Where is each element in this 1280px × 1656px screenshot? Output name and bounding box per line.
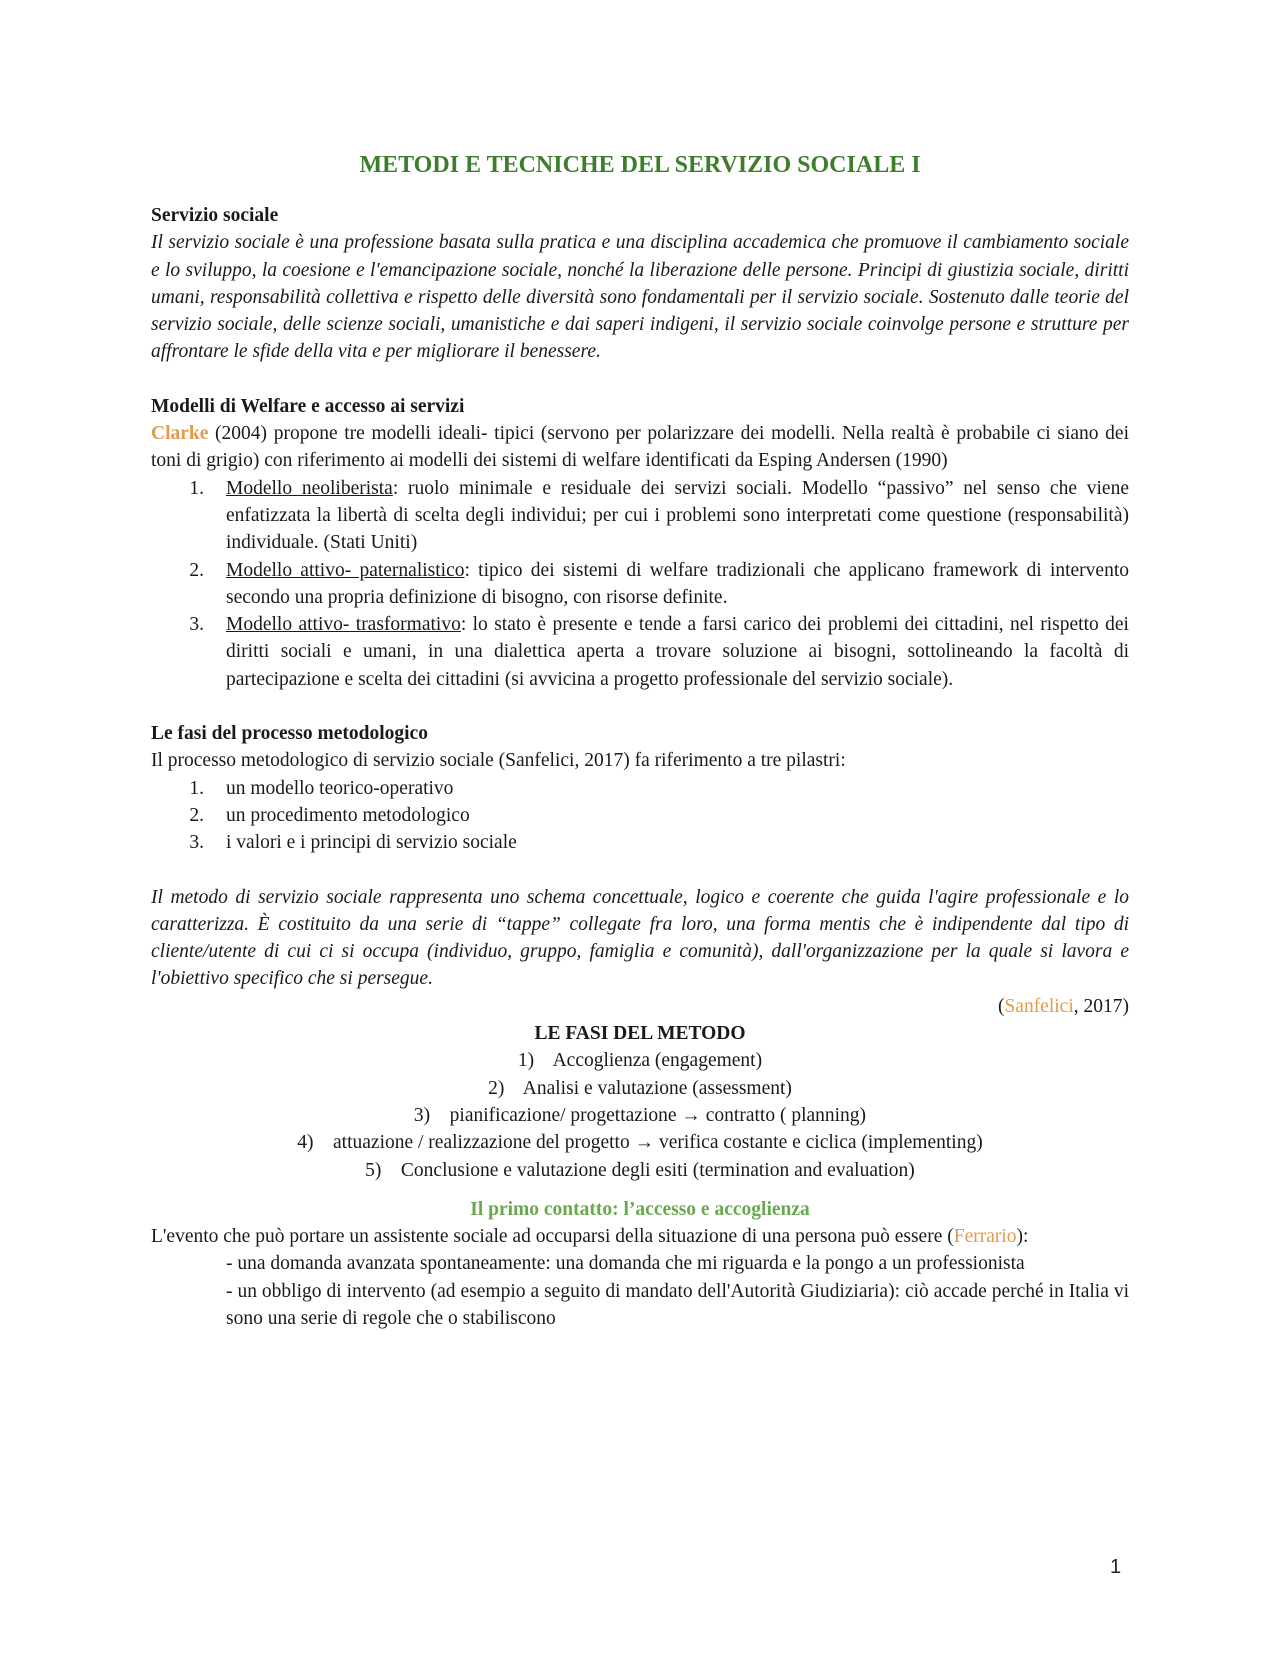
list-text: un modello teorico-operativo bbox=[226, 777, 454, 799]
author-reference-clarke: Clarke bbox=[151, 423, 209, 445]
citation-author: Sanfelici bbox=[1004, 995, 1074, 1017]
list-item bbox=[151, 557, 1129, 612]
list-text: un procedimento metodologico bbox=[226, 804, 470, 826]
list-item: - una domanda avanzata spontaneamente: una domanda che mi riguarda e la pongo a un professionista bbox=[226, 1253, 1025, 1275]
phase-item bbox=[151, 1129, 1129, 1156]
phase-number: 2) bbox=[488, 1077, 505, 1099]
welfare-intro-paragraph bbox=[151, 420, 1129, 475]
model-term: Modello attivo- trasformativo bbox=[226, 614, 461, 636]
list-item bbox=[151, 475, 1129, 557]
process-intro: Il processo metodologico di servizio sociale (Sanfelici, 2017) fa riferimento a tre pilastri: bbox=[151, 750, 846, 772]
welfare-models-list bbox=[151, 475, 1129, 693]
phase-text: Conclusione e valutazione degli esiti (termination and evaluation) bbox=[400, 1159, 915, 1181]
phase-text: Accoglienza (engagement) bbox=[552, 1050, 763, 1072]
section-heading-first-contact: Il primo contatto: l’accesso e accoglienza bbox=[470, 1198, 810, 1220]
phase-item bbox=[151, 1102, 1129, 1129]
section-heading-methodological-process: Le fasi del processo metodologico bbox=[151, 723, 428, 745]
phases-heading: LE FASI DEL METODO bbox=[534, 1023, 746, 1045]
model-term: Modello attivo- paternalistico bbox=[226, 559, 465, 581]
phase-item bbox=[151, 1075, 1129, 1102]
section-heading-welfare-models: Modelli di Welfare e accesso ai servizi bbox=[151, 395, 465, 417]
document-page bbox=[151, 150, 1129, 1332]
phase-item bbox=[151, 1157, 1129, 1184]
phase-text: Analisi e valutazione (assessment) bbox=[522, 1077, 792, 1099]
phase-item bbox=[151, 1047, 1129, 1074]
list-number: 2. bbox=[189, 559, 204, 581]
phase-number: 1) bbox=[517, 1050, 535, 1072]
first-contact-intro: L'evento che può portare un assistente sociale ad occuparsi della situazione di una persona può essere (Ferrario): bbox=[151, 1226, 1029, 1248]
document-title: METODI E TECNICHE DEL SERVIZIO SOCIALE I bbox=[359, 152, 921, 178]
phases-list bbox=[151, 1047, 1129, 1183]
list-number: 2. bbox=[189, 804, 204, 826]
page-number: 1 bbox=[1110, 1556, 1122, 1578]
model-description: : lo stato è presente e tende a farsi carico dei problemi dei cittadini, nel rispetto dei diritti sociali e umani, in una dialettica aperta a trovare soluzione ai bisogni, sottolineando la facoltà di partecipazione e scelta dei cittadini (si avvicina a progetto professionale del servizio sociale). bbox=[226, 614, 1129, 690]
list-text: i valori e i principi di servizio sociale bbox=[226, 832, 517, 854]
list-item bbox=[151, 829, 1129, 856]
model-description: : ruolo minimale e residuale dei servizi sociali. Modello “passivo” nel senso che viene enfatizzata la libertà di scelta degli individui; per cui i problemi sono interpretati come questione (responsabilità) individuale. (Stati Uniti) bbox=[226, 477, 1129, 554]
list-number: 1. bbox=[189, 777, 204, 799]
method-quote: Il metodo di servizio sociale rappresenta uno schema concettuale, logico e coerente che guida l'agire professionale e lo caratterizza. È costituito da una serie di “tappe” collegate fra loro, una forma mentis che è indipendente dal tipo di cliente/utente di cui ci si occupa (individuo, gruppo, famiglia e comunità), dall'organizzazione per la quale si lavora e l'obiettivo specifico che si persegue. bbox=[151, 886, 1129, 990]
list-item bbox=[151, 802, 1129, 829]
list-item: - un obbligo di intervento (ad esempio a seguito di mandato dell'Autorità Giudiziaria): ciò accade perché in Italia vi sono una serie di regole che o stabiliscono bbox=[226, 1280, 1129, 1329]
phase-number: 4) bbox=[297, 1132, 314, 1154]
list-number: 1. bbox=[189, 477, 204, 499]
model-description: : tipico dei sistemi di welfare tradizionali che applicano framework di intervento secondo una propria definizione di bisogno, con risorse definite. bbox=[226, 559, 1129, 608]
list-item bbox=[151, 775, 1129, 802]
welfare-intro-text: (2004) propone tre modelli ideali- tipici (servono per polarizzare dei modelli. Nella realtà è probabile ci siano dei toni di grigio) con riferimento ai modelli dei sistemi di welfare identificati da Esping Andersen (1990) bbox=[151, 423, 1129, 472]
author-reference-ferrario: Ferrario bbox=[953, 1226, 1017, 1248]
phase-number: 3) bbox=[413, 1104, 431, 1126]
list-number: 3. bbox=[189, 614, 204, 636]
list-number: 3. bbox=[189, 832, 204, 854]
definition-paragraph: Il servizio sociale è una professione basata sulla pratica e una disciplina accademica che promuove il cambiamento sociale e lo sviluppo, la coesione e l'emancipazione sociale, nonché la liberazione delle persone. Principi di giustizia sociale, diritti umani, responsabilità collettiva e rispetto delle diversità sono fondamentali per il servizio sociale. Sostenuto dalle teorie del servizio sociale, delle scienze sociali, umanistiche e dai saperi indigeni, il servizio sociale coinvolge persone e strutture per affrontare le sfide della vita e per migliorare il benessere. bbox=[151, 232, 1129, 363]
section-heading-servizio-sociale: Servizio sociale bbox=[151, 205, 279, 226]
pillars-list bbox=[151, 775, 1129, 857]
phase-number: 5) bbox=[365, 1159, 382, 1181]
phase-text: pianificazione/ progettazione → contratto ( planning) bbox=[449, 1104, 867, 1126]
model-term: Modello neoliberista bbox=[226, 477, 393, 499]
phase-text: attuazione / realizzazione del progetto → verifica costante e ciclica (implementing) bbox=[333, 1132, 983, 1154]
list-item bbox=[151, 611, 1129, 693]
quote-citation: (Sanfelici, 2017) bbox=[997, 995, 1129, 1017]
